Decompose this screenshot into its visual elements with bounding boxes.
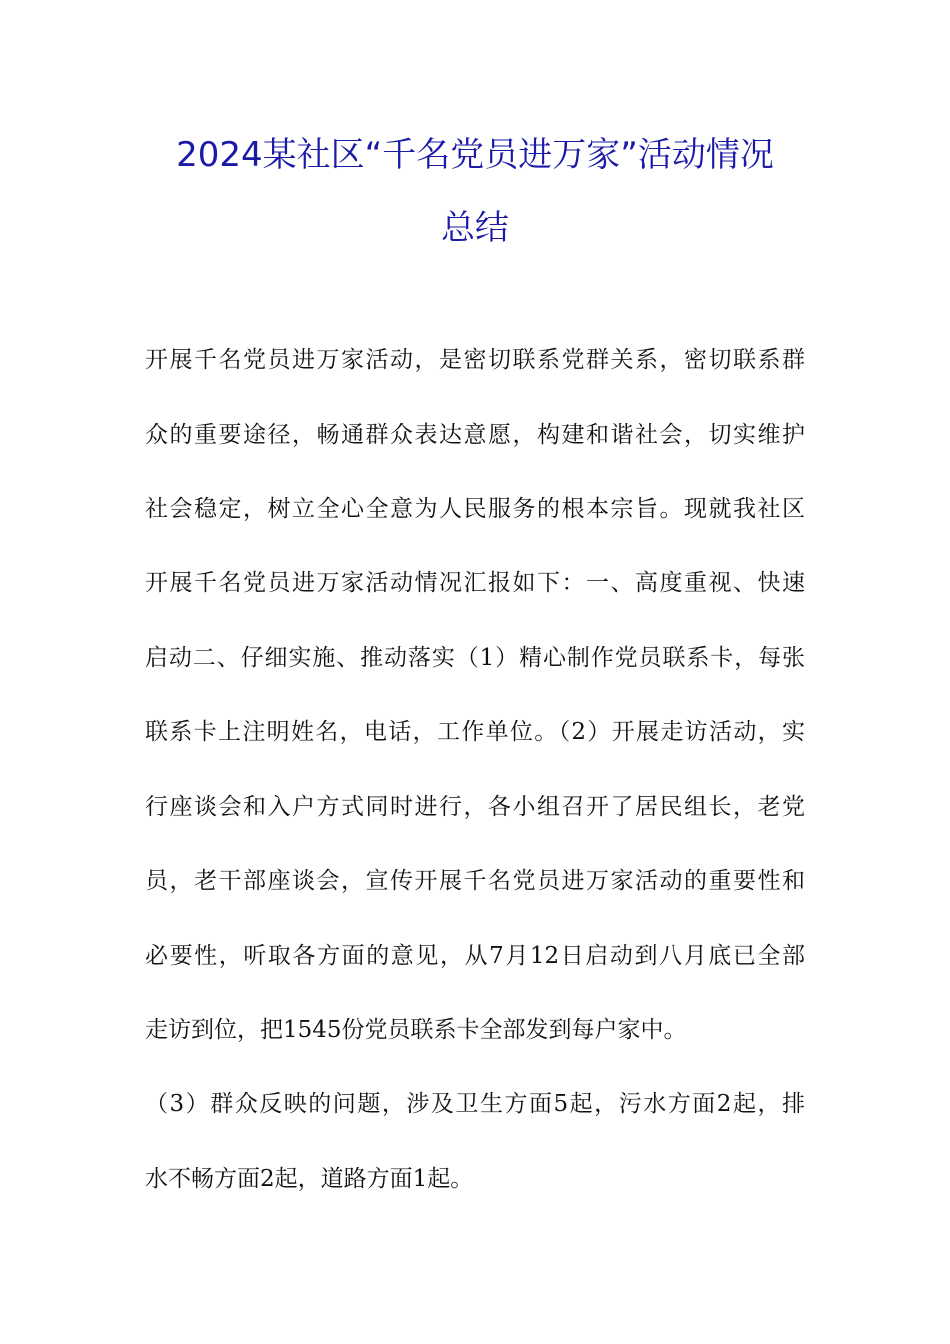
paragraph-line: 水不畅方面2起，道路方面1起。 bbox=[145, 1166, 474, 1192]
paragraph-line: 联系卡上注明姓名，电话，工作单位。（2）开展走访活动，实 bbox=[145, 719, 805, 745]
paragraph-line: 启动二、仔细实施、推动落实（1）精心制作党员联系卡，每张 bbox=[145, 645, 805, 671]
paragraph-line: 员，老干部座谈会，宣传开展千名党员进万家活动的重要性和 bbox=[145, 868, 805, 894]
paragraph-line: 行座谈会和入户方式同时进行，各小组召开了居民组长，老党 bbox=[145, 794, 805, 820]
paragraph-line: 众的重要途径，畅通群众表达意愿，构建和谐社会，切实维护 bbox=[145, 422, 805, 448]
document-title-line-2: 总结 bbox=[441, 208, 509, 248]
paragraph-line: 走访到位，把1545份党员联系卡全部发到每户家中。 bbox=[145, 1017, 687, 1043]
paragraph-line: （3）群众反映的问题，涉及卫生方面5起，污水方面2起，排 bbox=[145, 1091, 805, 1117]
paragraph-line: 开展千名党员进万家活动情况汇报如下：一、高度重视、快速 bbox=[145, 570, 805, 596]
paragraph-line: 必要性，听取各方面的意见，从7月12日启动到八月底已全部 bbox=[145, 943, 805, 969]
paragraph-line: 开展千名党员进万家活动，是密切联系党群关系，密切联系群 bbox=[145, 347, 805, 373]
paragraph-line: 社会稳定，树立全心全意为人民服务的根本宗旨。现就我社区 bbox=[145, 496, 805, 522]
document-title-line-1: 2024某社区“千名党员进万家”活动情况 bbox=[176, 135, 774, 175]
